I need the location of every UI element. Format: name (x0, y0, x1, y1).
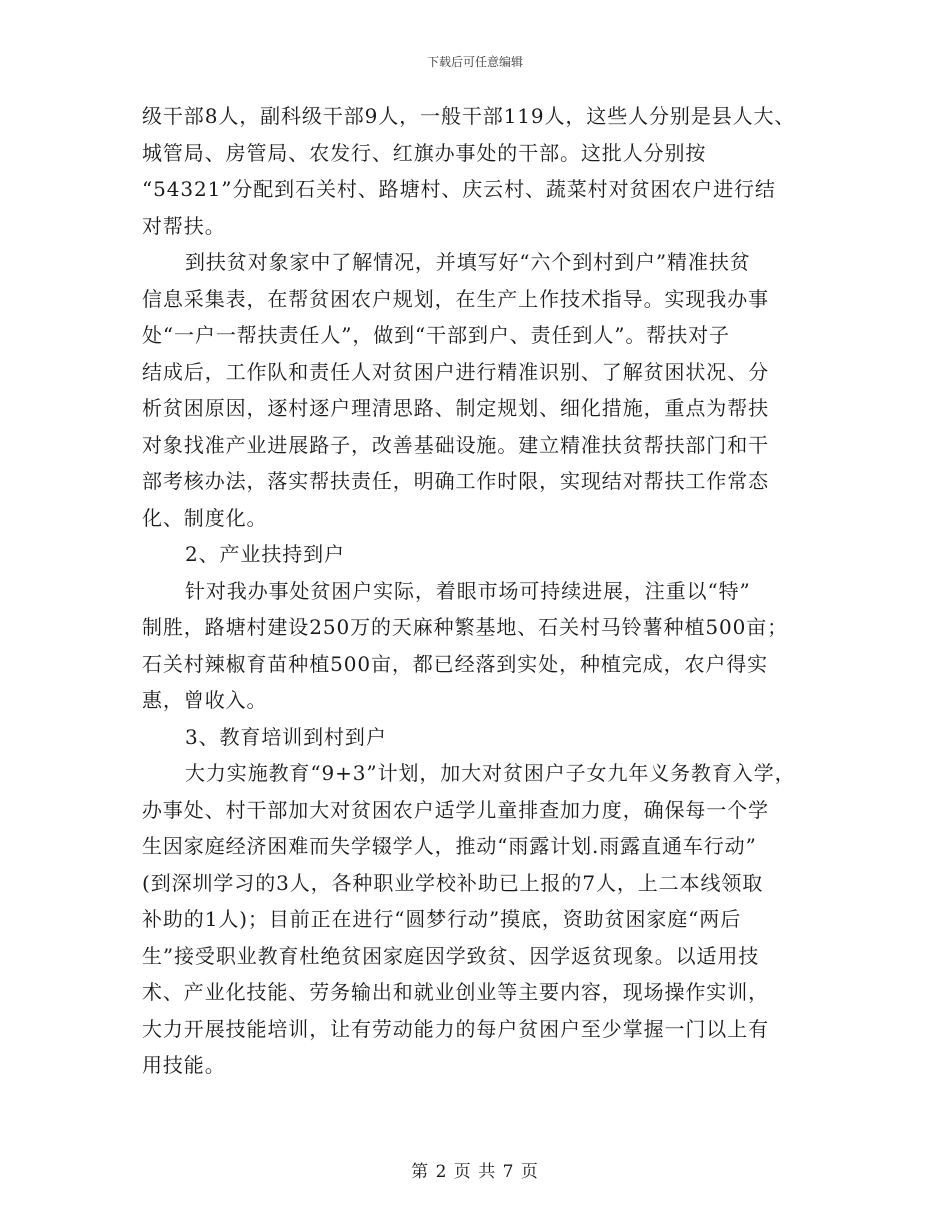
text-line: 处“一户一帮扶责任人”，做到“干部到户、责任到人”。帮扶对子 (142, 323, 730, 347)
text-line: 用技能。 (142, 1053, 226, 1077)
text-line: 2、产业扶持到户 (185, 542, 345, 566)
text-line: 级干部8人，副科级干部9人，一般干部119人，这些人分别是县人大、 (142, 104, 796, 128)
text-line: 术、产业化技能、劳务输出和就业创业等主要内容，现场操作实训， (142, 980, 769, 1004)
text-line: 生因家庭经济困难而失学辍学人，推动“雨露计划.雨露直通车行动” (142, 834, 757, 858)
text-line: 信息采集表，在帮贫困农户规划，在生产上作技术指导。实现我办事 (142, 286, 769, 311)
text-line: 城管局、房管局、农发行、红旗办事处的干部。这批人分别按 (142, 140, 707, 165)
text-line: 部考核办法，落实帮扶责任，明确工作时限，实现结对帮扶工作常态 (142, 469, 769, 493)
text-line: 到扶贫对象家中了解情况，并填写好“六个到村到户”精准扶贫 (185, 250, 751, 274)
page-header: 下载后可任意编辑 (426, 55, 523, 69)
text-line: 对象找准产业进展路子，改善基础设施。建立精准扶贫帮扶部门和干 (142, 432, 769, 457)
text-line: 石关村辣椒育苗种植500亩，都已经落到实处，种植完成，农户得实 (142, 651, 769, 676)
text-line: 针对我办事处贫困户实际，着眼市场可持续进展，注重以“特” (185, 578, 751, 603)
text-line: 惠，曾收入。 (142, 688, 268, 712)
text-line: 析贫困原因，逐村逐户理清思路、制定规划、细化措施，重点为帮扶 (142, 396, 769, 420)
text-line: 制胜，路塘村建设250万的天麻种繁基地、石关村马铃薯种植500亩； (142, 615, 789, 639)
text-line: 办事处、村干部加大对贫困农户适学儿童排查加力度，确保每一个学 (142, 797, 769, 822)
page-footer: 第 2 页 共 7 页 (411, 1162, 539, 1182)
document-body (142, 98, 832, 1084)
text-line: 对帮扶。 (142, 213, 226, 238)
text-line: 大力实施教育“9+3”计划，加大对贫困户子女九年义务教育入学， (185, 761, 796, 785)
text-line: 化、制度化。 (142, 505, 268, 530)
text-line: (到深圳学习的3人，各种职业学校补助已上报的7人，上二本线领取 (142, 870, 764, 895)
text-line: “54321”分配到石关村、路塘村、庆云村、蔬菜村对贫困农户进行结 (142, 177, 776, 201)
text-line: 大力开展技能培训，让有劳动能力的每户贫困户至少掌握一门以上有 (142, 1016, 769, 1041)
text-line: 补助的1人)；目前正在进行“圆梦行动”摸底，资助贫困家庭“两后 (142, 907, 742, 931)
text-line: 3、教育培训到村到户 (185, 724, 387, 749)
text-line: 结成后，工作队和责任人对贫困户进行精准识别、了解贫困状况、分 (142, 359, 769, 384)
text-line: 生”接受职业教育杜绝贫困家庭因学致贫、因学返贫现象。以适用技 (142, 943, 760, 968)
